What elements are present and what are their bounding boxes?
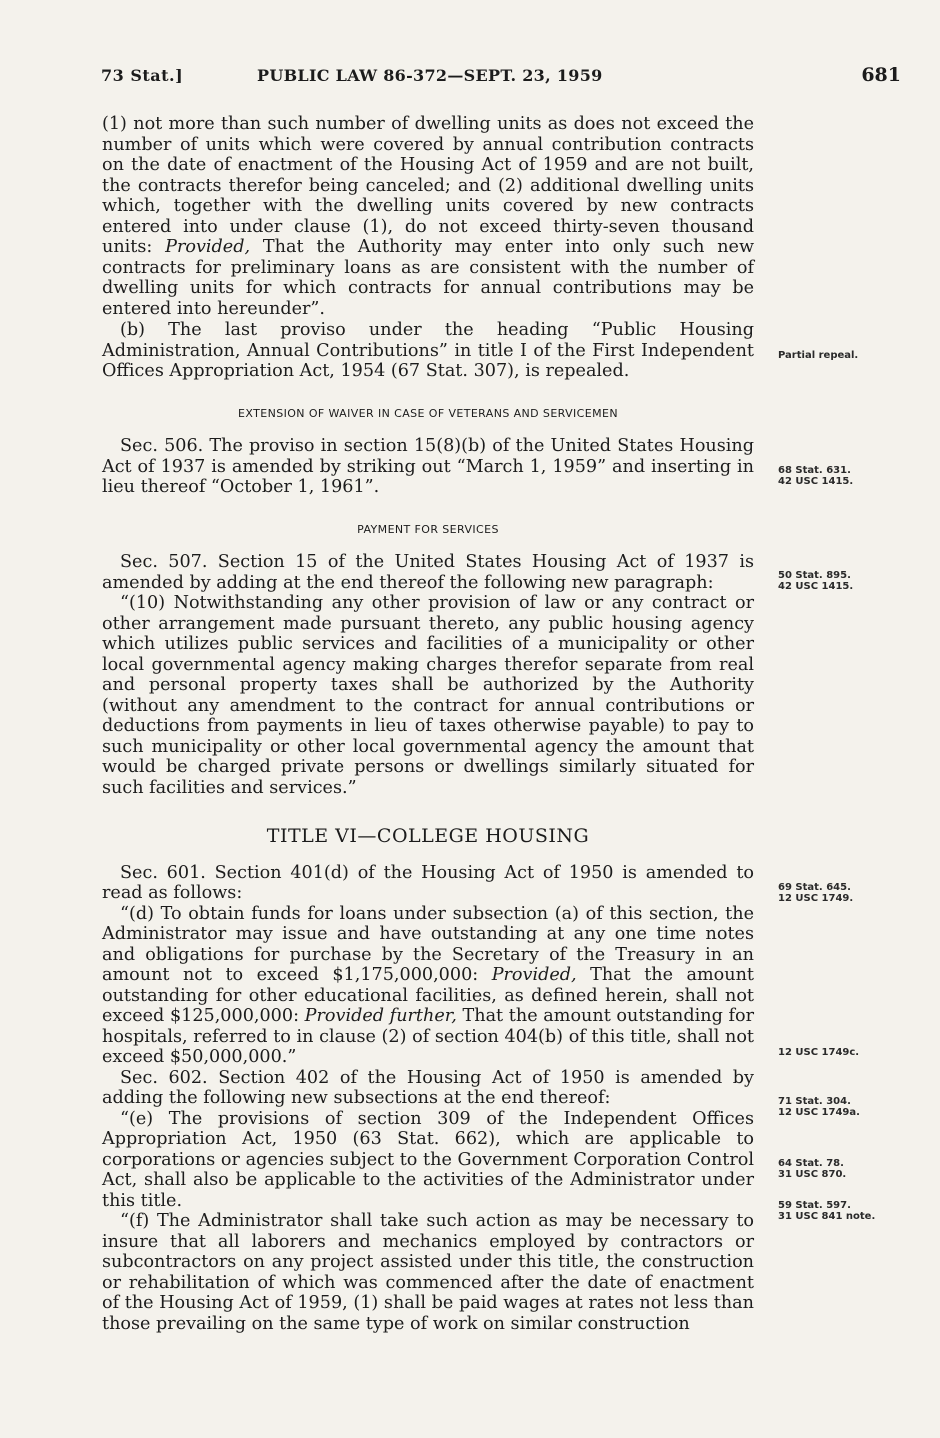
section-heading-veterans: EXTENSION OF WAIVER IN CASE OF VETERANS AND SERVICEMEN xyxy=(238,406,618,420)
section-602: Sec. 602. Section 402 of the Housing Act of 1950 is amended by adding the following new subsections at the end thereof: xyxy=(102,1067,754,1108)
margin-note-citation: 68 Stat. 631. 42 USC 1415. xyxy=(778,465,854,487)
paragraph-b: (b) The last proviso under the heading “Public Housing Administration, Annual Contributions” in title I of the First Independent Offices Appropriation Act, 1954 (67 Stat. 307), is repealed. xyxy=(102,320,754,381)
section-601: Sec. 601. Section 401(d) of the Housing Act of 1950 is amended to read as follows: xyxy=(102,862,754,903)
section-heading-payment: PAYMENT FOR SERVICES xyxy=(357,522,499,536)
proviso-further-word: Provided further, xyxy=(304,1006,457,1026)
page-header xyxy=(101,66,901,94)
page-number: 681 xyxy=(861,64,901,86)
margin-note-citation: 69 Stat. 645. 12 USC 1749. xyxy=(778,882,854,904)
subsection-f: “(f) The Administrator shall take such action as may be necessary to insure that all laborers and mechanics employed by contractors or subcontractors on any project assisted under this title, the construction or rehabilitation of which was commenced after the date of enactment of the Housing Act of 1959, (1) shall be paid wages at rates not less than those prevailing on the same type of work on similar construction xyxy=(102,1211,754,1334)
section-507: Sec. 507. Section 15 of the United States Housing Act of 1937 is amended by adding at the end thereof the following new paragraph: xyxy=(102,552,754,593)
volume-reference: 73 Stat.] xyxy=(101,66,184,85)
proviso-word: Provided, xyxy=(165,237,251,257)
proviso-word: Provided, xyxy=(491,965,577,985)
margin-note-citation: 50 Stat. 895. 42 USC 1415. xyxy=(778,570,854,592)
running-title: PUBLIC LAW 86-372—SEPT. 23, 1959 xyxy=(257,66,603,85)
margin-note-citation: 71 Stat. 304. 12 USC 1749a. xyxy=(778,1096,860,1118)
paragraph-continuation: (1) not more than such number of dwelling units as does not exceed the number of units which were covered by annual contribution contracts on the date of enactment of the Housing Act of 1959 and are not built, the contracts therefor being canceled; and (2) additional dwelling units which, together with the dwelling units covered by new contracts entered into under clause (1), do not exceed thirty-seven thousand units: Provided, That the Authority may enter into only such new contracts for preliminary loans as are consistent with the number of dwelling units for which contracts for annual contributions may be entered into hereunder”. xyxy=(102,114,755,319)
margin-note-partial-repeal: Partial repeal. xyxy=(778,350,859,361)
section-506: Sec. 506. The proviso in section 15(8)(b) of the United States Housing Act of 1937 is amended by striking out “March 1, 1959” and inserting in lieu thereof “October 1, 1961”. xyxy=(102,436,754,497)
subsection-e: “(e) The provisions of section 309 of the Independent Offices Appropriation Act, 1950 (63 Stat. 662), which are applicable to corporations or agencies subject to the Government Corporation Control Act, shall also be applicable to the activities of the Administrator under this title. xyxy=(102,1108,754,1211)
paragraph-10: “(10) Notwithstanding any other provision of law or any contract or other arrangement made pursuant thereto, any public housing agency which utilizes public services and facilities of a municipality or other local governmental agency making charges therefor separate from real and personal property taxes shall be authorized by the Authority (without any amendment to the contract for annual contributions or deductions from payments in lieu of taxes otherwise payable) to pay to such municipality or other local governmental agency the amount that would be charged private persons or dwellings similarly situated for such facilities and services.” xyxy=(102,593,754,798)
margin-note-citation: 64 Stat. 78. 31 USC 870. xyxy=(778,1158,847,1180)
body-text xyxy=(102,114,754,1334)
margin-note-citation: 59 Stat. 597. 31 USC 841 note. xyxy=(778,1200,876,1222)
margin-note-citation: 12 USC 1749c. xyxy=(778,1047,860,1058)
title-heading: TITLE VI—COLLEGE HOUSING xyxy=(266,825,590,847)
subsection-d: “(d) To obtain funds for loans under subsection (a) of this section, the Administrator may issue and have outstanding at any one time notes and obligations for purchase by the Secretary of the Treasury in an amount not to exceed $1,175,000,000: Provided, That the amount outstanding for other educational facilities, as defined herein, shall not exceed $125,000,000: Provided further, That the amount outstanding for hospitals, referred to in clause (2) of section 404(b) of this title, shall not exceed $50,000,000.” xyxy=(102,903,755,1067)
